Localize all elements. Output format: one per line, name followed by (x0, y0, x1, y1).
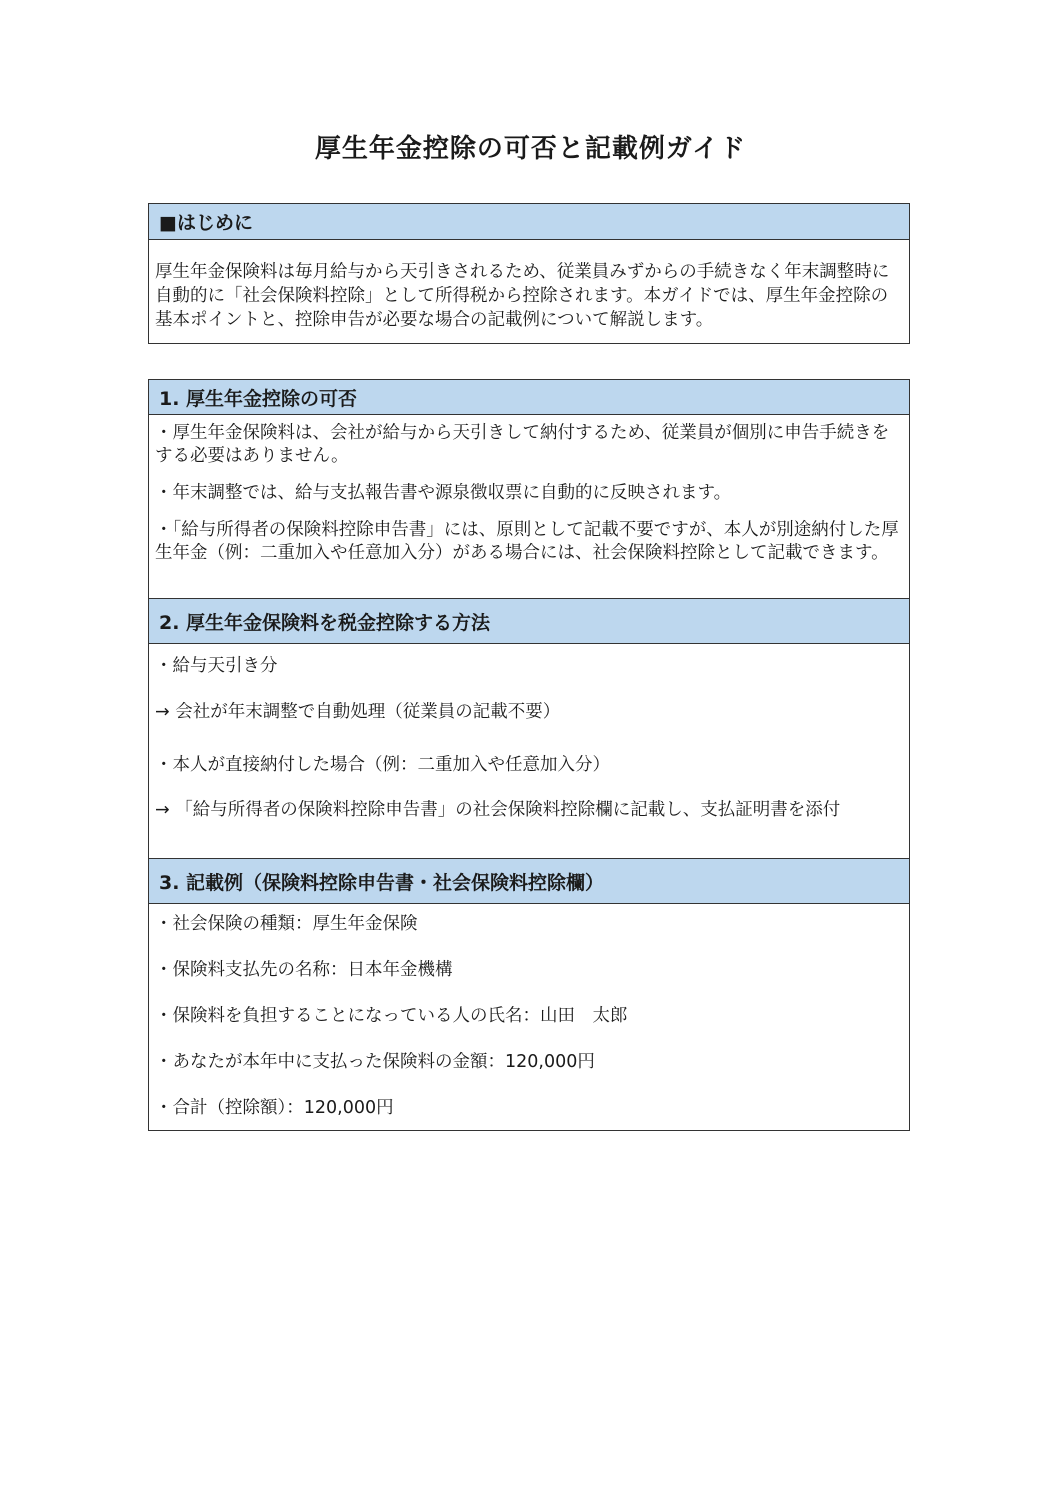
section-1-item: ・「給与所得者の保険料控除申告書」には、原則として記載不要ですが、本人が別途納付した厚生年金（例：二重加入や任意加入分）がある場合には、社会保険料控除として記載できます。 (155, 520, 899, 563)
section-2-heading: 2. 厚生年金保険料を税金控除する方法 (149, 598, 909, 644)
section-2-body (149, 644, 909, 858)
section-3-body (149, 904, 909, 1120)
section-3-heading: 3. 記載例（保険料控除申告書・社会保険料控除欄） (149, 858, 909, 904)
section-3-item: ・保険料を負担することになっている人の氏名：山田 太郎 (155, 1006, 628, 1026)
section-3-item: ・あなたが本年中に支払った保険料の金額：120,000円 (155, 1052, 595, 1072)
section-3-item: ・社会保険の種類：厚生年金保険 (155, 914, 418, 934)
section-2-item: ・本人が直接納付した場合（例：二重加入や任意加入分） (155, 755, 610, 775)
intro-text: 厚生年金保険料は毎月給与から天引きされるため、従業員みずからの手続きなく年末調整時に自動的に「社会保険料控除」として所得税から控除されます。本ガイドでは、厚生年金控除の基本ポイントと、控除申告が必要な場合の記載例について解説します。 (155, 262, 890, 330)
section-3-item: ・保険料支払先の名称：日本年金機構 (155, 960, 453, 980)
section-2-item: → 「給与所得者の保険料控除申告書」の社会保険料控除欄に記載し、支払証明書を添付 (155, 800, 841, 820)
page-title: 厚生年金控除の可否と記載例ガイド (314, 134, 747, 164)
intro-heading: ■はじめに (149, 204, 909, 240)
intro-box (148, 203, 910, 344)
section-1-item: ・厚生年金保険料は、会社が給与から天引きして納付するため、従業員が個別に申告手続きをする必要はありません。 (155, 423, 890, 466)
guide-sections-box (148, 379, 910, 1131)
section-1-body (149, 415, 909, 598)
section-2-item: ・給与天引き分 (155, 656, 278, 676)
section-1-heading: 1. 厚生年金控除の可否 (149, 380, 909, 415)
section-2-item: → 会社が年末調整で自動処理（従業員の記載不要） (155, 702, 561, 722)
section-3-item: ・合計（控除額）：120,000円 (155, 1098, 394, 1118)
section-1-item: ・年末調整では、給与支払報告書や源泉徴収票に自動的に反映されます。 (155, 483, 732, 503)
